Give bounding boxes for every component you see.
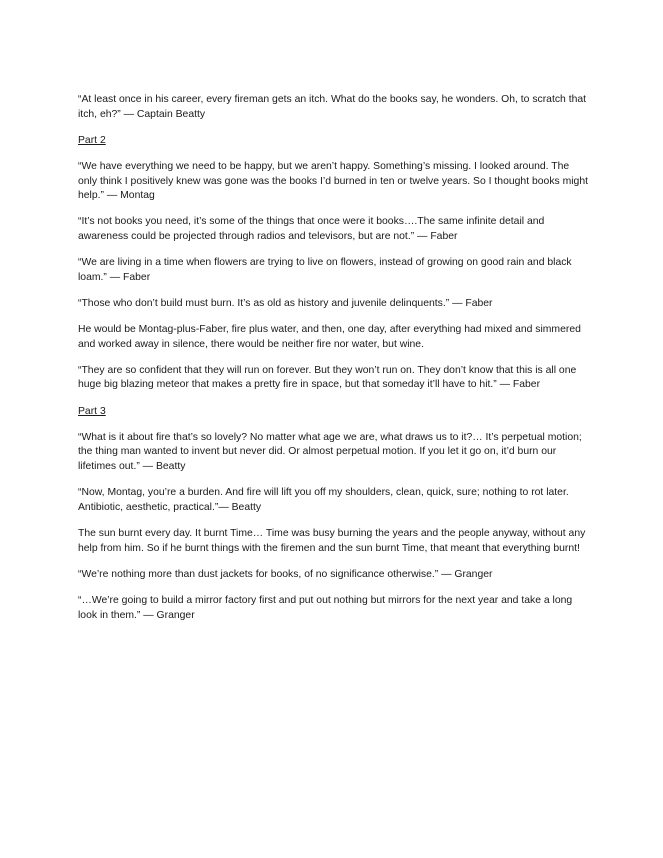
quote-paragraph: The sun burnt every day. It burnt Time… Time was busy burning the years and the people anyway, without any help from him. So if he burnt things with the firemen and the sun burnt Time, that meant that everything burnt! <box>78 528 586 554</box>
document-page <box>78 93 588 635</box>
quote-paragraph: “At least once in his career, every fireman gets an itch. What do the books say, he wonders. Oh, to scratch that itch, eh?” — Captain Beatty <box>78 94 587 120</box>
quote-paragraph: “We have everything we need to be happy, but we aren’t happy. Something’s missing. I looked around. The only think I positively knew was gone was the books I’d burned in ten or twelve years. So I thought books might help.” — Montag <box>78 160 588 202</box>
quote-paragraph: “We are living in a time when flowers are trying to live on flowers, instead of growing on good rain and black loam.” — Faber <box>78 257 572 283</box>
section-heading-part-3: Part 3 <box>78 405 106 417</box>
quote-paragraph: “It’s not books you need, it’s some of the things that once were it books….The same infinite detail and awareness could be projected through radios and televisors, but are not.” — Faber <box>78 216 545 242</box>
quote-paragraph: “…We’re going to build a mirror factory first and put out nothing but mirrors for the next year and take a long look in them.” — Granger <box>78 594 573 621</box>
quote-paragraph: “What is it about fire that’s so lovely? No matter what age we are, what draws us to it?… It’s perpetual motion; the thing man wanted to invent but never did. Or almost perpetual motion. If you let it go on, it’d burn our lifetimes out.” — Beatty <box>78 431 582 473</box>
section-heading-part-2: Part 2 <box>78 134 106 146</box>
quote-paragraph: “Now, Montag, you’re a burden. And fire will lift you off my shoulders, clean, quick, sure; nothing to rot later. Antibiotic, aesthetic, practical.”— Beatty <box>78 487 569 513</box>
quote-paragraph: He would be Montag-plus-Faber, fire plus water, and then, one day, after everything had mixed and simmered and worked away in silence, there would be neither fire nor water, but wine. <box>78 324 581 350</box>
quote-paragraph: “We’re nothing more than dust jackets for books, of no significance otherwise.” — Granger <box>78 568 493 580</box>
quote-paragraph: “They are so confident that they will run on forever. But they won’t run on. They don’t know that this is all one huge big blazing meteor that makes a pretty fire in space, but that someday it’ll have to hit.” — Faber <box>78 364 577 391</box>
quote-paragraph: “Those who don’t build must burn. It’s as old as history and juvenile delinquents.” — Faber <box>78 297 493 309</box>
